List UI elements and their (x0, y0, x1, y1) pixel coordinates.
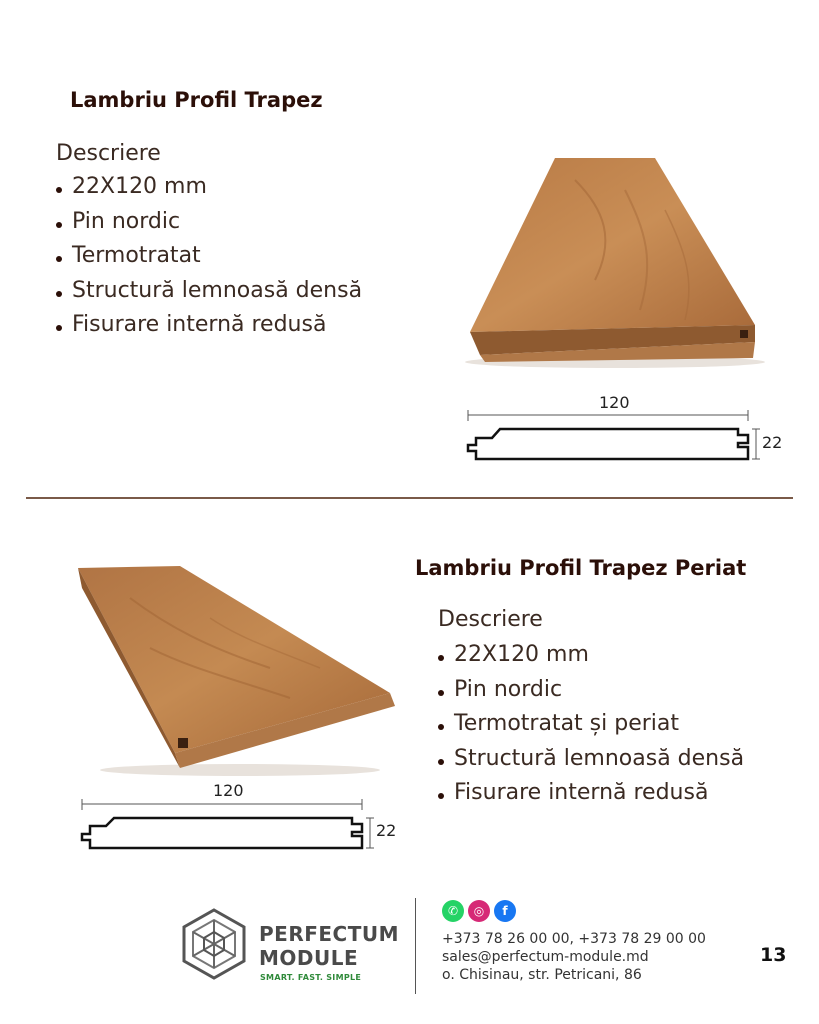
list-item: 22X120 mm (438, 638, 744, 673)
whatsapp-icon[interactable]: ✆ (442, 900, 464, 922)
email-address: sales@perfectum-module.md (442, 949, 649, 965)
perfectum-module-logo-icon (178, 908, 250, 980)
brand-tagline: SMART. FAST. SIMPLE (260, 973, 362, 982)
dimension-height-label-2: 22 (376, 821, 397, 840)
list-item: Termotratat și periat (438, 707, 744, 742)
phone-numbers: +373 78 26 00 00, +373 78 29 00 00 (442, 931, 706, 947)
dimension-width-label-2: 120 (213, 781, 244, 800)
dimension-width-label-1: 120 (599, 393, 630, 412)
section1-description-heading: Descriere (56, 141, 161, 166)
list-item: Structură lemnoasă densă (438, 742, 744, 777)
list-item: 22X120 mm (56, 170, 362, 205)
wood-board-image-1 (455, 150, 770, 375)
list-item: Termotratat (56, 239, 362, 274)
dimension-height-label-1: 22 (762, 433, 783, 452)
wood-board-image-2 (70, 558, 405, 783)
section2-title: Lambriu Profil Trapez Periat (415, 556, 747, 580)
list-item: Pin nordic (56, 205, 362, 240)
profile-dimension-drawing-1 (462, 405, 762, 467)
section2-description-heading: Descriere (438, 607, 543, 632)
section1-title: Lambriu Profil Trapez (70, 88, 323, 112)
section-divider (26, 497, 793, 499)
page-number: 13 (760, 944, 787, 966)
section1-feature-list (56, 170, 362, 343)
list-item: Fisurare internă redusă (438, 776, 744, 811)
section2-feature-list (438, 638, 744, 811)
instagram-icon[interactable]: ◎ (468, 900, 490, 922)
contact-info (442, 930, 706, 984)
list-item: Pin nordic (438, 673, 744, 708)
footer-separator (415, 898, 416, 994)
list-item: Fisurare internă redusă (56, 308, 362, 343)
list-item: Structură lemnoasă densă (56, 274, 362, 309)
facebook-icon[interactable]: f (494, 900, 516, 922)
postal-address: o. Chisinau, str. Petricani, 86 (442, 967, 642, 983)
profile-dimension-drawing-2 (76, 794, 376, 856)
brand-name: PERFECTUM MODULE (259, 922, 400, 970)
social-links (442, 900, 516, 922)
